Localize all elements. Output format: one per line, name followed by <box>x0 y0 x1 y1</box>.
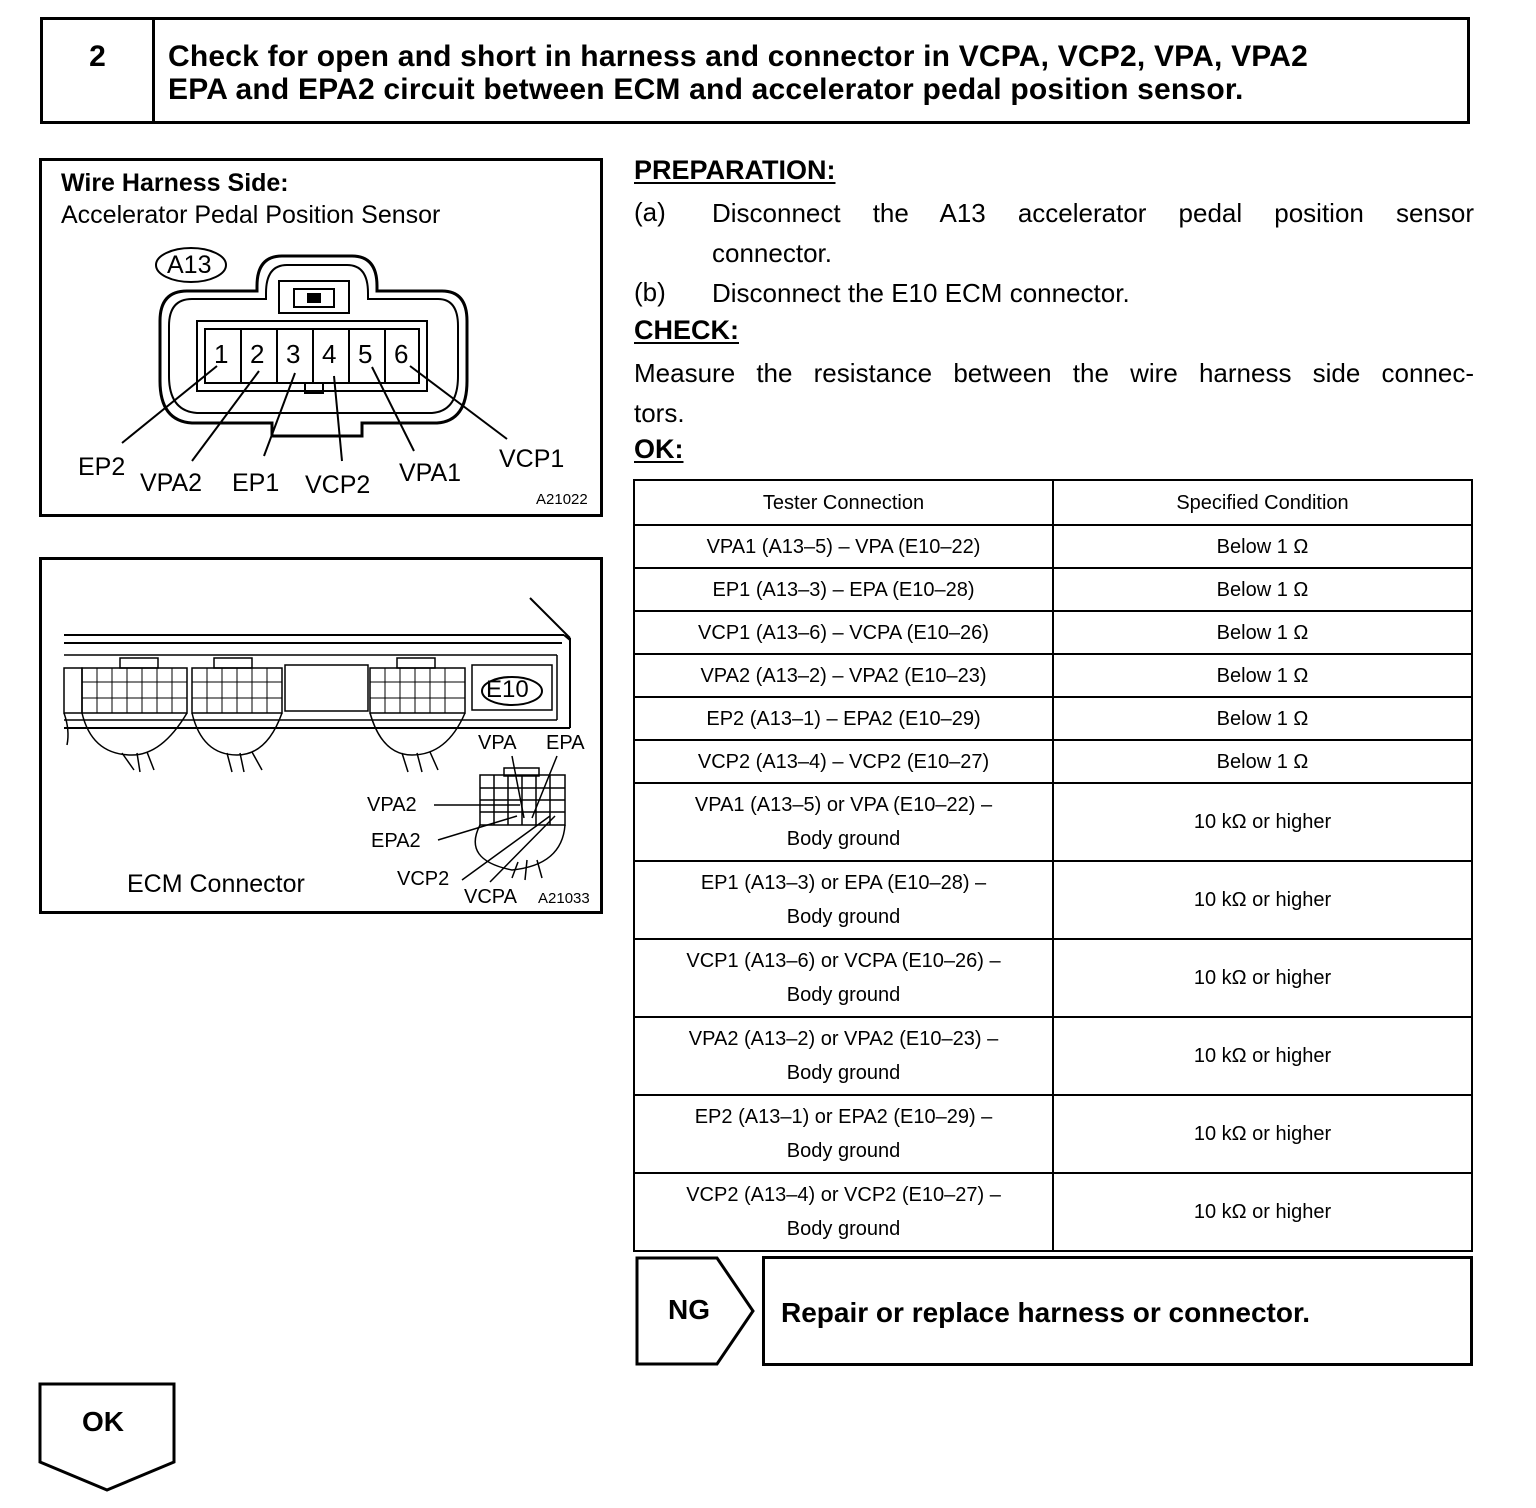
cell-line2: Body ground <box>786 1062 901 1084</box>
check-text <box>634 353 1474 433</box>
table-cell-connection <box>634 783 1053 861</box>
figure1-heading: Wire Harness Side: <box>61 169 289 197</box>
table-row <box>634 1173 1472 1251</box>
prep-a-line2: connector. <box>712 238 832 268</box>
cell-line2: Body ground <box>786 984 901 1006</box>
cell-line1: VPA2 (A13–2) or VPA2 (E10–23) – <box>688 1028 999 1050</box>
cell-line2: Body ground <box>786 906 901 928</box>
terminal-vcp1: VCP1 <box>499 445 565 473</box>
table-header-condition: Specified Condition <box>1053 480 1472 525</box>
label-vcpa: VCPA <box>464 886 517 908</box>
figure2-code: A21033 <box>538 890 590 907</box>
table-cell-condition: 10 kΩ or higher <box>1053 783 1472 861</box>
cell-line1: VCP1 (A13–6) or VCPA (E10–26) – <box>686 950 1001 972</box>
label-vpa2: VPA2 <box>367 794 417 816</box>
pin-5: 5 <box>358 339 373 369</box>
table-cell-connection: VCP1 (A13–6) – VCPA (E10–26) <box>634 611 1053 654</box>
table-row <box>634 939 1472 1017</box>
preparation-heading: PREPARATION: <box>634 155 836 185</box>
table-cell-condition: Below 1 Ω <box>1053 740 1472 783</box>
table-header-row <box>634 480 1472 525</box>
table-header-connection: Tester Connection <box>634 480 1053 525</box>
spec-table <box>633 479 1473 1252</box>
ok-heading: OK: <box>634 434 684 464</box>
table-cell-connection: EP1 (A13–3) – EPA (E10–28) <box>634 568 1053 611</box>
table-cell-condition: 10 kΩ or higher <box>1053 861 1472 939</box>
label-epa2: EPA2 <box>371 830 421 852</box>
cell-line1: EP1 (A13–3) or EPA (E10–28) – <box>700 872 987 894</box>
terminal-vpa1: VPA1 <box>399 459 462 487</box>
ok-label: OK <box>82 1406 124 1437</box>
check-heading: CHECK: <box>634 315 739 345</box>
table-cell-connection <box>634 861 1053 939</box>
prep-a-label: (a) <box>634 197 666 227</box>
connector-id-a13: A13 <box>167 251 212 279</box>
cell-line2: Body ground <box>786 1218 901 1240</box>
prep-a-text <box>712 193 1474 273</box>
table-cell-condition: Below 1 Ω <box>1053 525 1472 568</box>
table-cell-condition: Below 1 Ω <box>1053 611 1472 654</box>
label-vpa: VPA <box>478 732 517 754</box>
table-row <box>634 1095 1472 1173</box>
terminal-vcp2: VCP2 <box>305 471 371 499</box>
table-cell-connection: EP2 (A13–1) – EPA2 (E10–29) <box>634 697 1053 740</box>
table-cell-connection <box>634 1173 1053 1251</box>
table-row <box>634 861 1472 939</box>
table-row <box>634 697 1472 740</box>
cell-line2: Body ground <box>786 828 901 850</box>
step-number: 2 <box>43 20 155 121</box>
label-vcp2: VCP2 <box>397 868 450 890</box>
table-cell-condition: Below 1 Ω <box>1053 654 1472 697</box>
pin-3: 3 <box>286 339 301 369</box>
terminal-vpa2: VPA2 <box>140 469 203 497</box>
table-cell-connection: VPA1 (A13–5) – VPA (E10–22) <box>634 525 1053 568</box>
prep-a-line1: Disconnect the A13 accelerator pedal position sensor <box>712 198 1474 228</box>
check-line2: tors. <box>634 398 685 428</box>
step-title-line1: Check for open and short in harness and connector in VCPA, VCP2, VPA, VPA2 <box>168 40 1309 73</box>
table-cell-condition: Below 1 Ω <box>1053 697 1472 740</box>
table-row <box>634 568 1472 611</box>
check-line1: Measure the resistance between the wire harness side connec- <box>634 358 1474 388</box>
table-cell-connection <box>634 1095 1053 1173</box>
table-cell-connection <box>634 1017 1053 1095</box>
table-row <box>634 740 1472 783</box>
connector-id-e10: E10 <box>486 676 529 703</box>
figure-sensor-connector <box>39 158 603 517</box>
pin-4: 4 <box>322 339 337 369</box>
step-title <box>155 20 1467 121</box>
table-cell-connection: VCP2 (A13–4) – VCP2 (E10–27) <box>634 740 1053 783</box>
prep-b-label: (b) <box>634 277 666 307</box>
table-cell-condition: 10 kΩ or higher <box>1053 1095 1472 1173</box>
step-header <box>40 17 1470 124</box>
terminal-ep2: EP2 <box>78 453 126 481</box>
figure1-subheading: Accelerator Pedal Position Sensor <box>61 201 441 229</box>
table-row <box>634 611 1472 654</box>
table-cell-connection <box>634 939 1053 1017</box>
table-row <box>634 654 1472 697</box>
ok-arrow-shape <box>38 1382 178 1494</box>
table-cell-condition: 10 kΩ or higher <box>1053 1173 1472 1251</box>
table-row <box>634 1017 1472 1095</box>
pin-1: 1 <box>214 339 229 369</box>
ng-label: NG <box>668 1294 710 1325</box>
prep-b-text: Disconnect the E10 ECM connector. <box>712 278 1130 308</box>
cell-line1: EP2 (A13–1) or EPA2 (E10–29) – <box>694 1106 993 1128</box>
pin-6: 6 <box>394 339 409 369</box>
cell-line2: Body ground <box>786 1140 901 1162</box>
table-row <box>634 783 1472 861</box>
figure-ecm-connector <box>39 557 603 914</box>
table-cell-condition: Below 1 Ω <box>1053 568 1472 611</box>
label-epa: EPA <box>546 732 585 754</box>
terminal-ep1: EP1 <box>232 469 280 497</box>
cell-line1: VPA1 (A13–5) or VPA (E10–22) – <box>694 794 993 816</box>
ng-action-box: Repair or replace harness or connector. <box>762 1256 1473 1366</box>
pin-2: 2 <box>250 339 265 369</box>
table-cell-condition: 10 kΩ or higher <box>1053 1017 1472 1095</box>
table-cell-connection: VPA2 (A13–2) – VPA2 (E10–23) <box>634 654 1053 697</box>
figure1-code: A21022 <box>536 491 588 508</box>
step-title-line2: EPA and EPA2 circuit between ECM and accelerator pedal position sensor. <box>168 73 1244 106</box>
cell-line1: VCP2 (A13–4) or VCP2 (E10–27) – <box>686 1184 1001 1206</box>
table-row <box>634 525 1472 568</box>
table-cell-condition: 10 kΩ or higher <box>1053 939 1472 1017</box>
figure2-caption: ECM Connector <box>127 870 305 898</box>
